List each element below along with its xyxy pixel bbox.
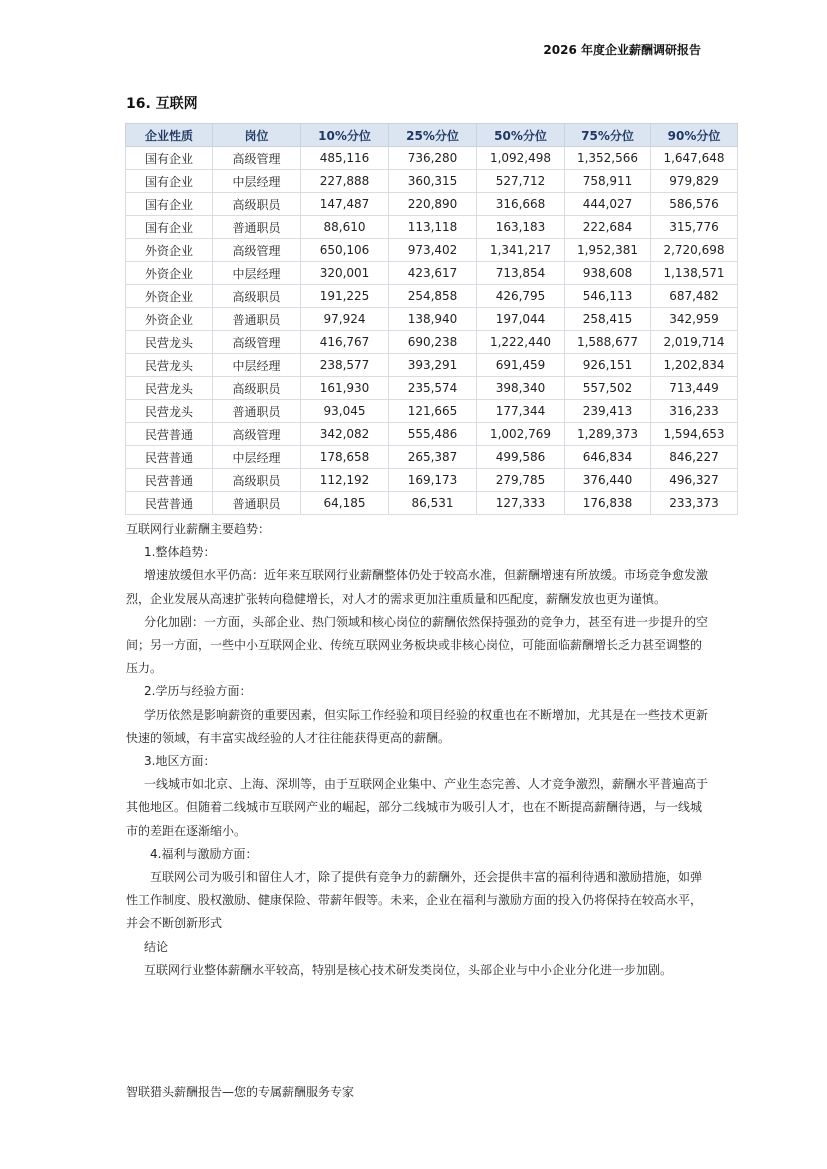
table-cell: 586,576 [651, 193, 738, 216]
table-cell: 687,482 [651, 285, 738, 308]
table-row [126, 216, 738, 239]
table-cell: 民营龙头 [126, 400, 213, 423]
table-cell: 163,183 [477, 216, 565, 239]
table-cell: 88,610 [301, 216, 389, 239]
table-cell: 86,531 [389, 492, 477, 515]
table-cell: 1,002,769 [477, 423, 565, 446]
table-cell: 398,340 [477, 377, 565, 400]
table-cell: 2,019,714 [651, 331, 738, 354]
table-cell: 中层经理 [213, 262, 301, 285]
table-cell: 高级管理 [213, 147, 301, 170]
paragraph-benefits: 互联网公司为吸引和留住人才，除了提供有竞争力的薪酬外，还会提供丰富的福利待遇和激励措施，如弹性工作制度、股权激励、健康保险、带薪年假等。未来，企业在福利与激励方面的投入仍将保持在较高水平，并会不断创新形式 [126, 870, 703, 931]
table-cell: 316,233 [651, 400, 738, 423]
table-cell: 527,712 [477, 170, 565, 193]
conclusion-text: 互联网行业整体薪酬水平较高，特别是核心技术研发类岗位，头部企业与中小企业分化进一步加剧。 [144, 962, 673, 977]
table-cell: 169,173 [389, 469, 477, 492]
table-row [126, 492, 738, 515]
table-cell: 高级职员 [213, 193, 301, 216]
table-cell: 416,767 [301, 331, 389, 354]
table-cell: 97,924 [301, 308, 389, 331]
column-header: 90%分位 [651, 124, 738, 147]
table-cell: 496,327 [651, 469, 738, 492]
table-cell: 342,082 [301, 423, 389, 446]
table-row [126, 285, 738, 308]
table-cell: 民营普通 [126, 492, 213, 515]
table-cell: 227,888 [301, 170, 389, 193]
table-cell: 普通职员 [213, 492, 301, 515]
table-cell: 外资企业 [126, 239, 213, 262]
table-cell: 279,785 [477, 469, 565, 492]
table-cell: 444,027 [565, 193, 651, 216]
table-cell: 646,834 [565, 446, 651, 469]
subheading-education: 2.学历与经验方面： [144, 684, 252, 699]
table-cell: 546,113 [565, 285, 651, 308]
table-cell: 普通职员 [213, 400, 301, 423]
salary-table [125, 123, 738, 515]
paragraph-region: 一线城市如北京、上海、深圳等，由于互联网企业集中、产业生态完善、人才竞争激烈，薪酬水平普遍高于其他地区。但随着二线城市互联网产业的崛起，部分二线城市为吸引人才，也在不断提高薪酬待遇，与一线城市的差距在逐渐缩小。 [126, 777, 709, 838]
column-header: 企业性质 [126, 124, 213, 147]
table-cell: 民营龙头 [126, 331, 213, 354]
paragraph-divergence: 分化加剧：一方面，头部企业、热门领域和核心岗位的薪酬依然保持强劲的竞争力，甚至有进一步提升的空间；另一方面，一些中小互联网企业、传统互联网业务板块或非核心岗位，可能面临薪酬增长乏力甚至调整的压力。 [126, 614, 709, 676]
table-row [126, 354, 738, 377]
table-cell: 426,795 [477, 285, 565, 308]
table-cell: 普通职员 [213, 216, 301, 239]
table-cell: 1,647,648 [651, 147, 738, 170]
table-row [126, 423, 738, 446]
table-cell: 1,594,653 [651, 423, 738, 446]
table-cell: 926,151 [565, 354, 651, 377]
subheading-benefits: 4.福利与激励方面： [150, 846, 258, 861]
table-cell: 147,487 [301, 193, 389, 216]
table-cell: 高级管理 [213, 239, 301, 262]
table-cell: 113,118 [389, 216, 477, 239]
table-cell: 690,238 [389, 331, 477, 354]
subheading-overall-trend: 1.整体趋势： [144, 545, 216, 560]
table-cell: 1,138,571 [651, 262, 738, 285]
table-cell: 民营普通 [126, 446, 213, 469]
table-cell: 176,838 [565, 492, 651, 515]
table-cell: 127,333 [477, 492, 565, 515]
column-header: 10%分位 [301, 124, 389, 147]
table-cell: 178,658 [301, 446, 389, 469]
table-row [126, 331, 738, 354]
table-cell: 民营龙头 [126, 354, 213, 377]
table-row [126, 170, 738, 193]
table-cell: 1,588,677 [565, 331, 651, 354]
analysis-text [126, 518, 711, 982]
table-cell: 外资企业 [126, 308, 213, 331]
table-cell: 650,106 [301, 239, 389, 262]
table-cell: 235,574 [389, 377, 477, 400]
table-cell: 民营龙头 [126, 377, 213, 400]
table-cell: 民营普通 [126, 469, 213, 492]
table-cell: 高级管理 [213, 331, 301, 354]
table-cell: 485,116 [301, 147, 389, 170]
table-cell: 国有企业 [126, 216, 213, 239]
table-cell: 265,387 [389, 446, 477, 469]
table-cell: 316,668 [477, 193, 565, 216]
table-row [126, 469, 738, 492]
table-cell: 197,044 [477, 308, 565, 331]
table-cell: 161,930 [301, 377, 389, 400]
table-row [126, 147, 738, 170]
table-cell: 1,222,440 [477, 331, 565, 354]
column-header: 50%分位 [477, 124, 565, 147]
table-cell: 220,890 [389, 193, 477, 216]
table-cell: 423,617 [389, 262, 477, 285]
column-header: 25%分位 [389, 124, 477, 147]
table-cell: 1,202,834 [651, 354, 738, 377]
table-cell: 国有企业 [126, 147, 213, 170]
table-cell: 1,289,373 [565, 423, 651, 446]
table-row [126, 193, 738, 216]
table-row [126, 400, 738, 423]
table-cell: 713,854 [477, 262, 565, 285]
column-header: 岗位 [213, 124, 301, 147]
table-cell: 938,608 [565, 262, 651, 285]
table-cell: 557,502 [565, 377, 651, 400]
table-cell: 979,829 [651, 170, 738, 193]
table-row [126, 377, 738, 400]
table-cell: 高级职员 [213, 377, 301, 400]
table-cell: 1,352,566 [565, 147, 651, 170]
table-cell: 1,092,498 [477, 147, 565, 170]
table-cell: 360,315 [389, 170, 477, 193]
footer-text: 智联猎头薪酬报告—您的专属薪酬服务专家 [126, 1085, 355, 1099]
table-cell: 320,001 [301, 262, 389, 285]
table-cell: 973,402 [389, 239, 477, 262]
table-cell: 393,291 [389, 354, 477, 377]
table-cell: 64,185 [301, 492, 389, 515]
report-header-title: 2026 年度企业薪酬调研报告 [543, 43, 701, 57]
table-cell: 233,373 [651, 492, 738, 515]
table-cell: 736,280 [389, 147, 477, 170]
table-cell: 238,577 [301, 354, 389, 377]
table-cell: 191,225 [301, 285, 389, 308]
table-cell: 691,459 [477, 354, 565, 377]
table-cell: 254,858 [389, 285, 477, 308]
table-cell: 2,720,698 [651, 239, 738, 262]
table-cell: 376,440 [565, 469, 651, 492]
paragraph-growth: 增速放缓但水平仍高：近年来互联网行业薪酬整体仍处于较高水准，但薪酬增速有所放缓。市场竞争愈发激烈，企业发展从高速扩张转向稳健增长，对人才的需求更加注重质量和匹配度，薪酬发放也更为谨慎。 [126, 568, 709, 606]
table-cell: 93,045 [301, 400, 389, 423]
table-header-row [126, 124, 738, 147]
table-cell: 258,415 [565, 308, 651, 331]
table-cell: 中层经理 [213, 170, 301, 193]
table-cell: 177,344 [477, 400, 565, 423]
table-row [126, 308, 738, 331]
table-cell: 高级职员 [213, 469, 301, 492]
table-cell: 112,192 [301, 469, 389, 492]
table-cell: 315,776 [651, 216, 738, 239]
table-cell: 222,684 [565, 216, 651, 239]
table-cell: 239,413 [565, 400, 651, 423]
table-row [126, 239, 738, 262]
trend-title: 互联网行业薪酬主要趋势： [126, 522, 271, 536]
table-body [126, 147, 738, 515]
table-cell: 846,227 [651, 446, 738, 469]
table-cell: 713,449 [651, 377, 738, 400]
table-cell: 1,952,381 [565, 239, 651, 262]
table-cell: 国有企业 [126, 193, 213, 216]
table-cell: 民营普通 [126, 423, 213, 446]
table-cell: 普通职员 [213, 308, 301, 331]
table-cell: 高级职员 [213, 285, 301, 308]
table-cell: 国有企业 [126, 170, 213, 193]
table-row [126, 446, 738, 469]
table-cell: 555,486 [389, 423, 477, 446]
subheading-region: 3.地区方面： [144, 754, 216, 769]
table-cell: 外资企业 [126, 285, 213, 308]
table-cell: 1,341,217 [477, 239, 565, 262]
table-row [126, 262, 738, 285]
table-cell: 758,911 [565, 170, 651, 193]
table-cell: 499,586 [477, 446, 565, 469]
table-cell: 外资企业 [126, 262, 213, 285]
table-cell: 高级管理 [213, 423, 301, 446]
conclusion-title: 结论 [144, 939, 169, 954]
table-cell: 138,940 [389, 308, 477, 331]
column-header: 75%分位 [565, 124, 651, 147]
section-title: 16. 互联网 [126, 96, 198, 112]
table-cell: 342,959 [651, 308, 738, 331]
table-cell: 中层经理 [213, 446, 301, 469]
table-cell: 121,665 [389, 400, 477, 423]
table-cell: 中层经理 [213, 354, 301, 377]
paragraph-education: 学历依然是影响薪资的重要因素，但实际工作经验和项目经验的权重也在不断增加，尤其是在一些技术更新快速的领域，有丰富实战经验的人才往往能获得更高的薪酬。 [126, 707, 709, 745]
